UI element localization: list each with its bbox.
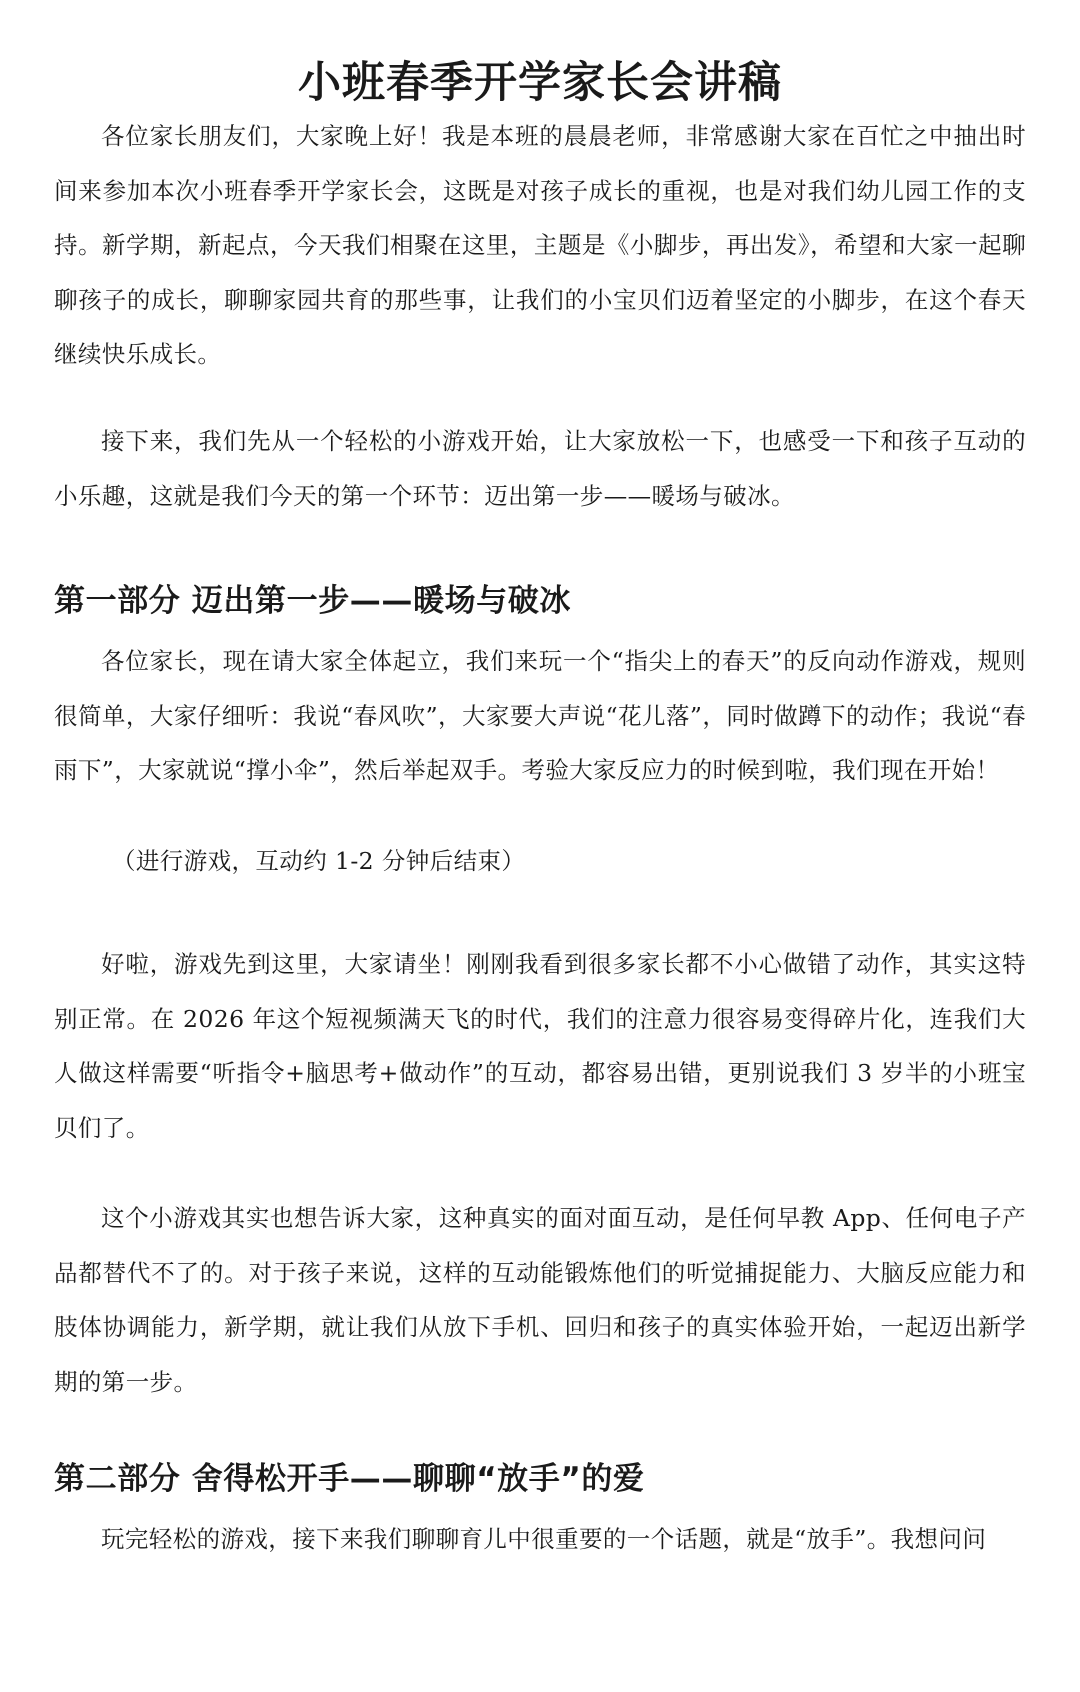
paragraph-letting-go: 玩完轻松的游戏，接下来我们聊聊育儿中很重要的一个话题，就是“放手”。我想问问 xyxy=(101,1525,987,1553)
paragraph-game-rules: 各位家长，现在请大家全体起立，我们来玩一个“指尖上的春天”的反向动作游戏，规则很简单，大家仔细听：我说“春风吹”，大家要大声说“花儿落”，同时做蹲下的动作；我说“春雨下”，大家就说“撑小伞”，然后举起双手。考验大家反应力的时候到啦，我们现在开始！ xyxy=(54,647,1026,784)
document-title: 小班春季开学家长会讲稿 xyxy=(298,58,782,108)
paragraph-game-intro: 接下来，我们先从一个轻松的小游戏开始，让大家放松一下，也感受一下和孩子互动的小乐趣，这就是我们今天的第一个环节：迈出第一步——暖场与破冰。 xyxy=(54,427,1026,510)
section-heading-part-one: 第一部分 迈出第一步——暖场与破冰 xyxy=(54,583,571,619)
paragraph-stage-note: （进行游戏，互动约 1-2 分钟后结束） xyxy=(112,847,526,875)
paragraph-game-reflection: 好啦，游戏先到这里，大家请坐！刚刚我看到很多家长都不小心做错了动作，其实这特别正常。在 2026 年这个短视频满天飞的时代，我们的注意力很容易变得碎片化，连我们大人做这样需要“听指令+脑思考+做动作”的互动，都容易出错，更别说我们 3 岁半的小班宝贝们了。 xyxy=(54,950,1026,1142)
paragraph-interaction-value: 这个小游戏其实也想告诉大家，这种真实的面对面互动，是任何早教 App、任何电子产品都替代不了的。对于孩子来说，这样的互动能锻炼他们的听觉捕捉能力、大脑反应能力和肢体协调能力，新学期，就让我们从放下手机、回归和孩子的真实体验开始，一起迈出新学期的第一步。 xyxy=(54,1204,1026,1396)
paragraph-greeting: 各位家长朋友们，大家晚上好！我是本班的晨晨老师，非常感谢大家在百忙之中抽出时间来参加本次小班春季开学家长会，这既是对孩子成长的重视，也是对我们幼儿园工作的支持。新学期，新起点，今天我们相聚在这里，主题是《小脚步，再出发》，希望和大家一起聊聊孩子的成长，聊聊家园共育的那些事，让我们的小宝贝们迈着坚定的小脚步，在这个春天继续快乐成长。 xyxy=(54,122,1026,368)
section-heading-part-two: 第二部分 舍得松开手——聊聊“放手”的爱 xyxy=(54,1461,645,1497)
